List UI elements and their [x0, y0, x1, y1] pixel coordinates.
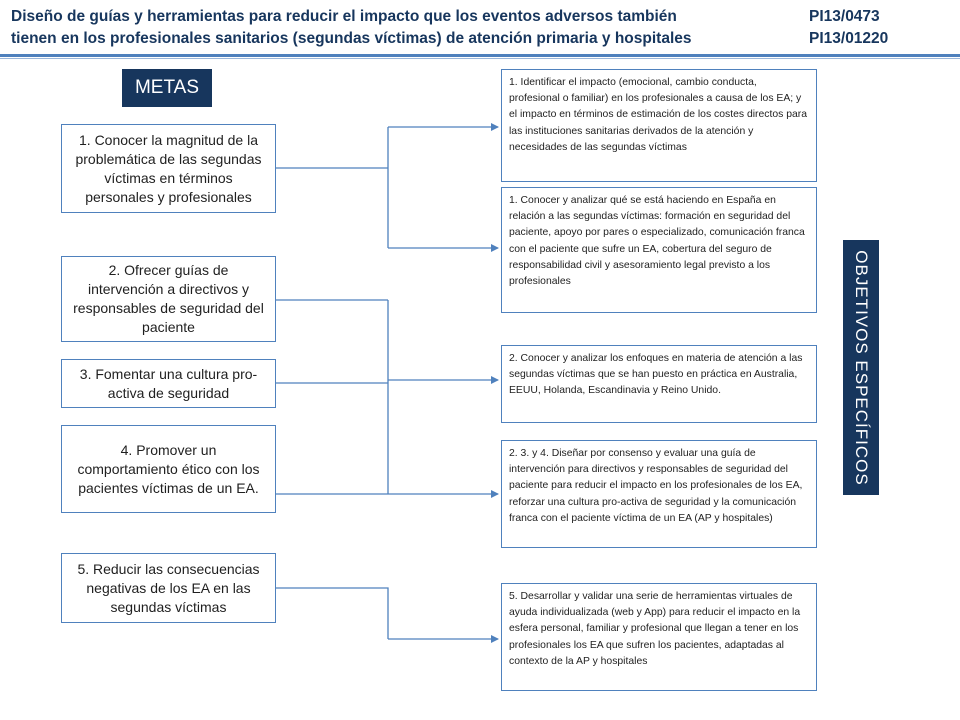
connector-goal5 [276, 588, 388, 639]
title-line-2: tienen en los profesionales sanitarios (segundas víctimas) de atención primaria y hospitales [11, 30, 692, 47]
goal-1: 1. Conocer la magnitud de la problemática de las segundas víctimas en términos personales y profesionales [61, 124, 276, 213]
goal-5: 5. Reducir las consecuencias negativas de los EA en las segundas víctimas [61, 553, 276, 623]
metas-label: METAS [122, 69, 212, 107]
objetivos-especificos-label [843, 240, 879, 495]
project-code-2: PI13/01220 [809, 30, 889, 47]
objective-5: 5. Desarrollar y validar una serie de herramientas virtuales de ayuda individualizada (web y App) para reducir el impacto en la esfera personal, familiar y profesional que llegan a tener en los profesionales los EA que sufren los pacientes, adaptadas al contexto de la AP y hospitales [501, 583, 817, 691]
objective-4: 2. 3. y 4. Diseñar por consenso y evaluar una guía de intervención para directivos y responsables de seguridad del paciente para reducir el impacto en los profesionales de los EA, reforzar una cultura pro-activa de seguridad y la comunicación franca con el paciente víctima de un EA (AP y hospitales) [501, 440, 817, 548]
project-code-1: PI13/0473 [809, 8, 880, 25]
connector-goal1 [276, 127, 388, 248]
objective-2: 1. Conocer y analizar qué se está haciendo en España en relación a las segundas víctimas: formación en seguridad del paciente, apoyo por pares o especializado, comunicación franca con el paciente que sufre un EA, cobertura del seguro de responsabilidad civil y asesoramiento legal previsto a los profesionales [501, 187, 817, 313]
objective-1: 1. Identificar el impacto (emocional, cambio conducta, profesional o familiar) en los profesionales a causa de los EA; y el impacto en términos de estimación de los costes directos para las instituciones sanitarias derivados de la atención y necesidades de las segundas víctimas [501, 69, 817, 182]
goal-4: 4. Promover un comportamiento ético con los pacientes víctimas de un EA. [61, 425, 276, 513]
title-line-1: Diseño de guías y herramientas para reducir el impacto que los eventos adversos también [11, 8, 677, 25]
goal-2: 2. Ofrecer guías de intervención a directivos y responsables de seguridad del paciente [61, 256, 276, 342]
connector-goals-2-4 [276, 300, 388, 494]
goal-3: 3. Fomentar una cultura pro-activa de seguridad [61, 359, 276, 408]
objective-3: 2. Conocer y analizar los enfoques en materia de atención a las segundas víctimas que se han puesto en práctica en Australia, EEUU, Holanda, Escandinavia y Reino Unido. [501, 345, 817, 423]
side-label-text: OBJETIVOS ESPECÍFICOS [852, 249, 871, 486]
